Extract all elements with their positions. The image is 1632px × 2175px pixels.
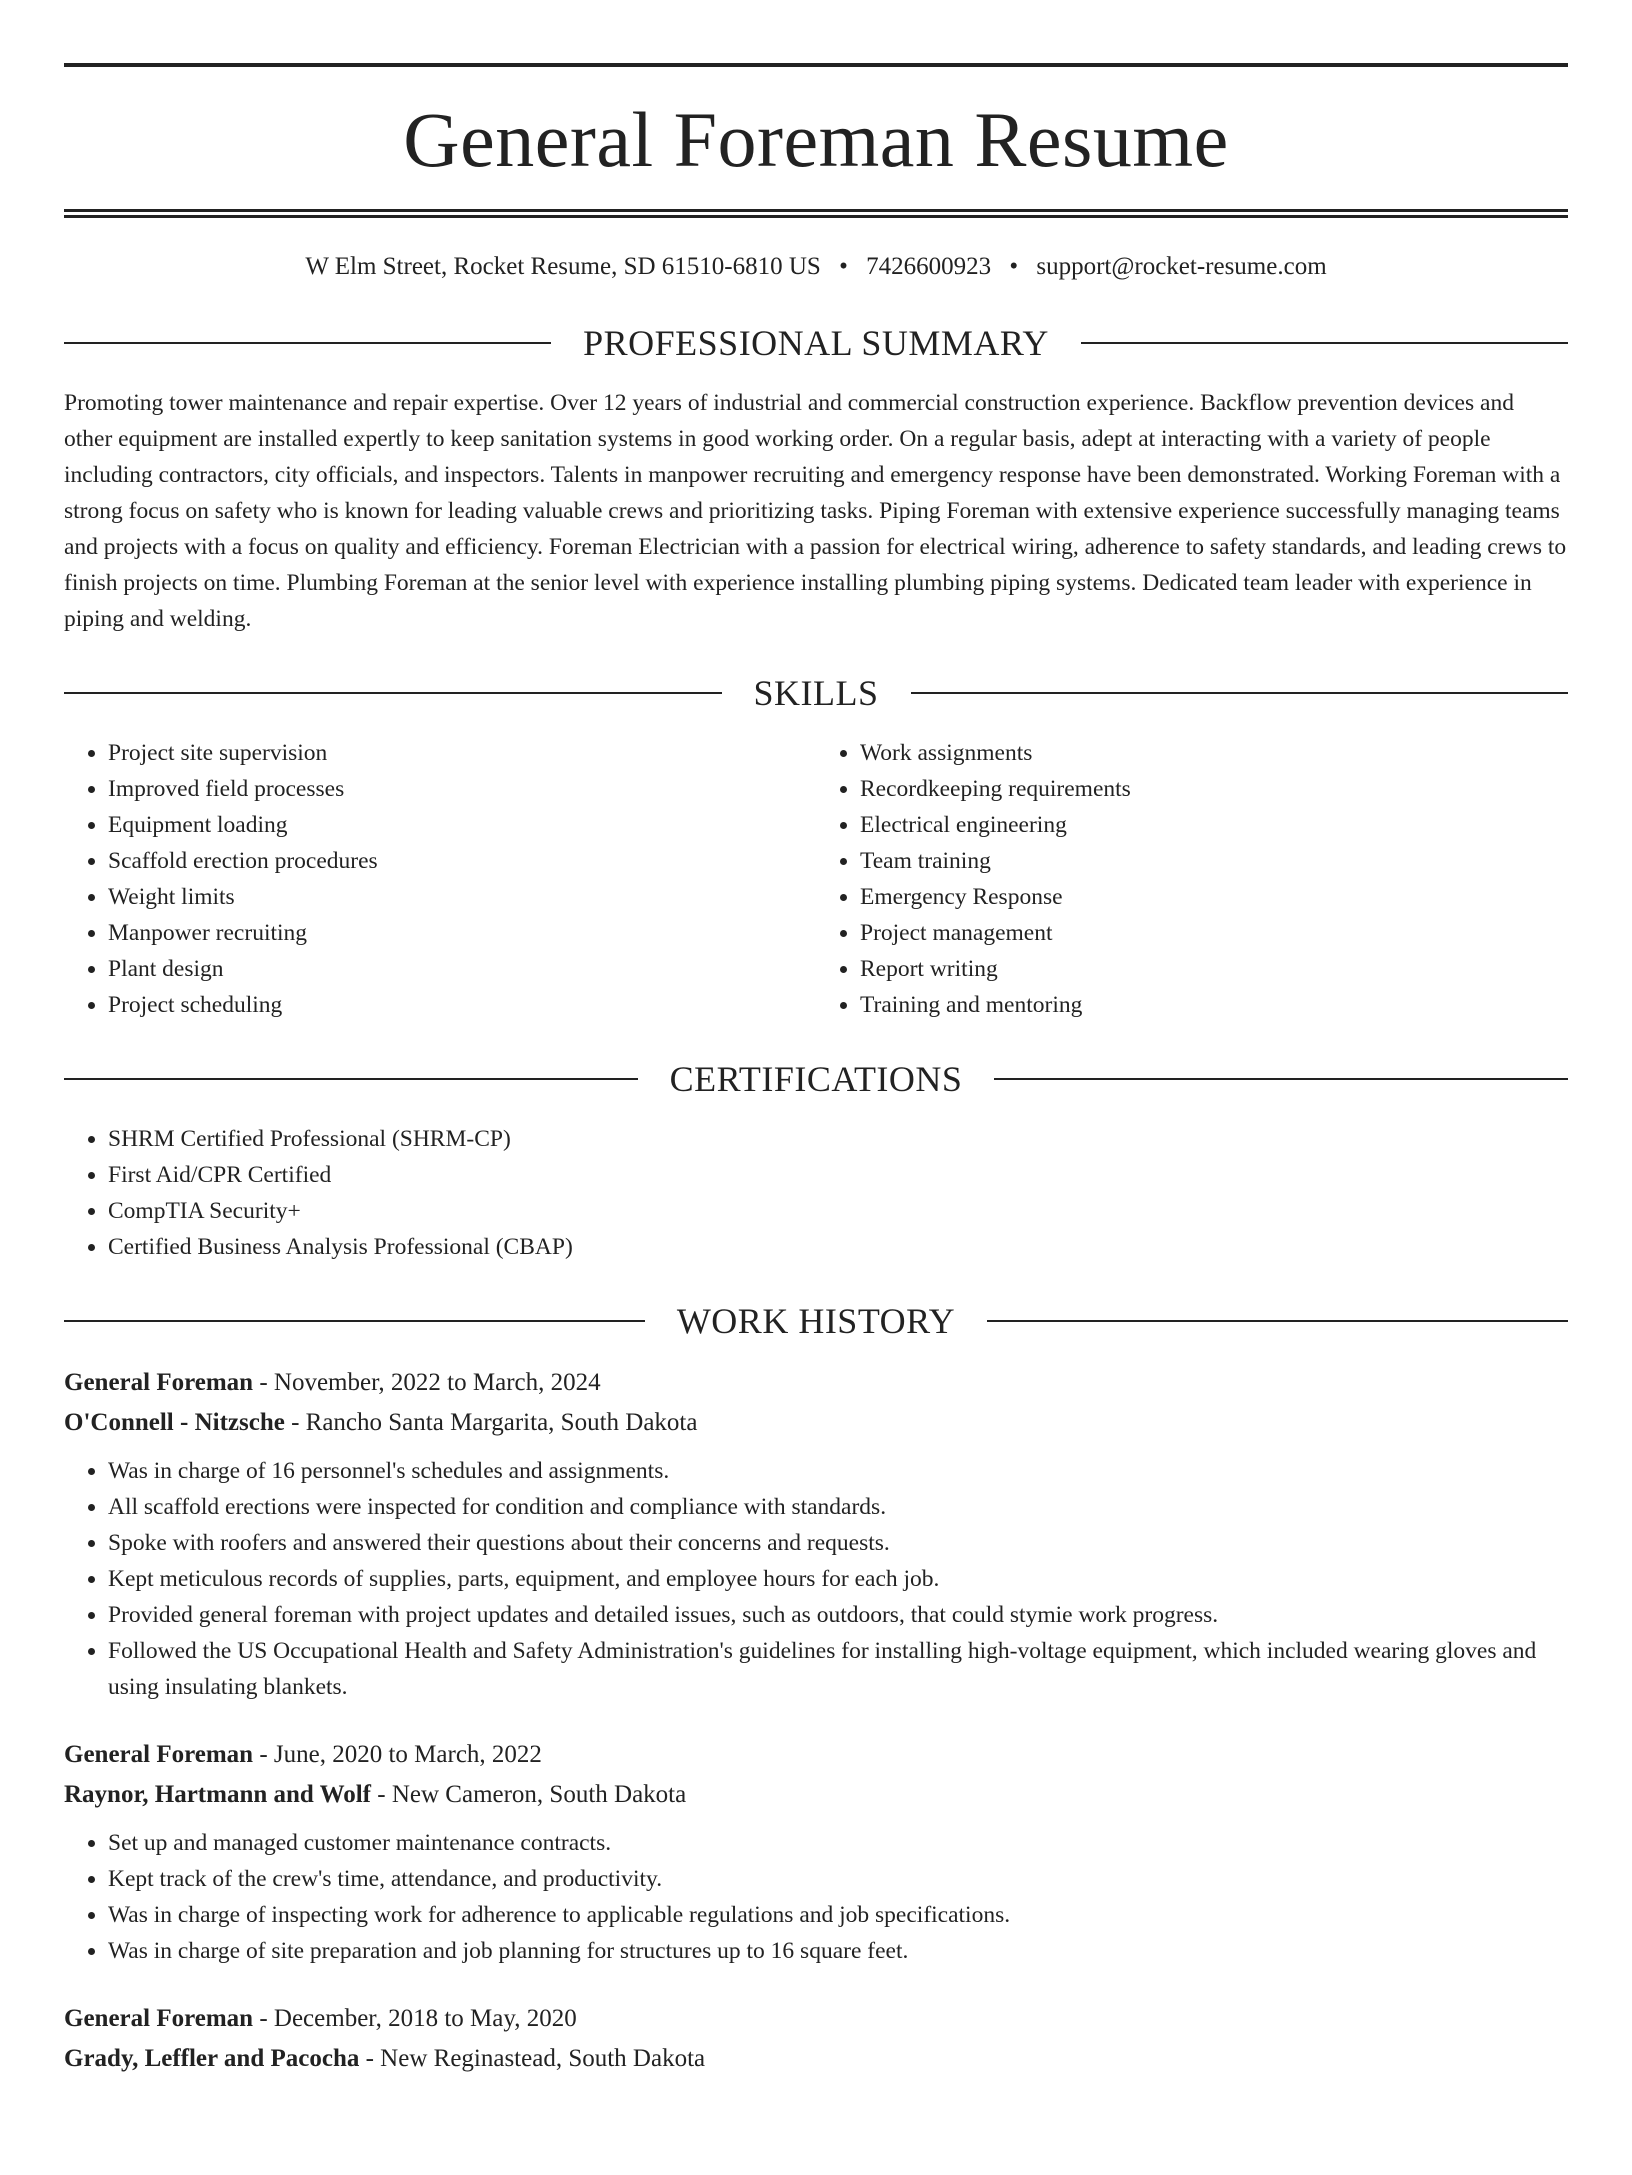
skills-column-left [64, 735, 816, 1023]
job-duty-item: • All scaffold erections were inspected for condition and compliance with standards. [108, 1489, 1568, 1525]
job-title: General Foreman [64, 1369, 254, 1396]
job-duty-item: • Was in charge of 16 personnel's schedules and assignments. [108, 1453, 1568, 1489]
certifications-heading: CERTIFICATIONS [669, 1059, 963, 1099]
resume-title: General Foreman Resume [403, 96, 1229, 183]
skill-item: • Weight limits [108, 879, 816, 915]
heading-rule-right [911, 692, 1569, 694]
title-double-divider [64, 209, 1568, 218]
skill-item: • Emergency Response [860, 879, 1568, 915]
skill-item: • Recordkeeping requirements [860, 771, 1568, 807]
job-duty-item: • Spoke with roofers and answered their questions about their concerns and requests. [108, 1525, 1568, 1561]
contact-address: W Elm Street, Rocket Resume, SD 61510-6810 US [305, 253, 821, 280]
work-history-section-heading [64, 1303, 1568, 1339]
job-company-line [64, 2039, 1568, 2079]
heading-rule-left [64, 1320, 645, 1322]
job-entry [64, 1735, 1568, 1969]
certification-item: • Certified Business Analysis Professional (CBAP) [108, 1229, 1568, 1265]
job-company: O'Connell - Nitzsche [64, 1409, 285, 1436]
work-history-heading: WORK HISTORY [676, 1301, 956, 1341]
contact-email: support@rocket-resume.com [1036, 253, 1327, 280]
job-dates: - December, 2018 to May, 2020 [253, 2005, 577, 2032]
skill-item: • Project site supervision [108, 735, 816, 771]
job-duties-list [64, 1825, 1568, 1969]
job-location: - Rancho Santa Margarita, South Dakota [284, 1409, 698, 1436]
skills-section-heading [64, 675, 1568, 711]
skill-item: • Project scheduling [108, 987, 816, 1023]
certifications-list [64, 1121, 1568, 1265]
heading-rule-right [1081, 342, 1568, 344]
job-duties-list [64, 1453, 1568, 1705]
job-duty-item: • Was in charge of inspecting work for adherence to applicable regulations and job specifications. [108, 1897, 1568, 1933]
job-title-line [64, 1999, 1568, 2039]
job-duty-item: • Was in charge of site preparation and job planning for structures up to 16 square feet. [108, 1933, 1568, 1969]
contact-separator: • [1009, 253, 1019, 280]
job-entry [64, 1999, 1568, 2079]
skill-item: • Improved field processes [108, 771, 816, 807]
job-title-line [64, 1363, 1568, 1403]
skill-item: • Report writing [860, 951, 1568, 987]
job-location: - New Reginastead, South Dakota [359, 2045, 706, 2072]
job-title: General Foreman [64, 2005, 254, 2032]
job-company: Grady, Leffler and Pacocha [64, 2045, 360, 2072]
heading-rule-right [987, 1320, 1568, 1322]
job-duty-item: • Provided general foreman with project updates and detailed issues, such as outdoors, that could stymie work progress. [108, 1597, 1568, 1633]
job-duty-item: • Followed the US Occupational Health and Safety Administration's guidelines for installing high-voltage equipment, which included wearing gloves and using insulating blankets. [108, 1633, 1568, 1705]
job-entry [64, 1363, 1568, 1705]
top-divider [64, 63, 1568, 67]
skills-list [64, 735, 1568, 1023]
heading-rule-left [64, 1078, 638, 1080]
job-duty-item: • Kept track of the crew's time, attendance, and productivity. [108, 1861, 1568, 1897]
contact-phone: 7426600923 [866, 253, 992, 280]
job-location: - New Cameron, South Dakota [371, 1781, 687, 1808]
job-company-line [64, 1775, 1568, 1815]
resume-page [0, 63, 1632, 2175]
skill-item: • Plant design [108, 951, 816, 987]
skill-item: • Project management [860, 915, 1568, 951]
heading-rule-left [64, 342, 551, 344]
summary-heading: PROFESSIONAL SUMMARY [583, 323, 1049, 363]
skill-item: • Equipment loading [108, 807, 816, 843]
job-dates: - November, 2022 to March, 2024 [253, 1369, 601, 1396]
skill-item: • Team training [860, 843, 1568, 879]
job-company: Raynor, Hartmann and Wolf [64, 1781, 372, 1808]
certification-item: • CompTIA Security+ [108, 1193, 1568, 1229]
skill-item: • Manpower recruiting [108, 915, 816, 951]
skills-column-right [816, 735, 1568, 1023]
skill-item: • Training and mentoring [860, 987, 1568, 1023]
job-title: General Foreman [64, 1741, 254, 1768]
job-dates: - June, 2020 to March, 2022 [253, 1741, 542, 1768]
heading-rule-left [64, 692, 722, 694]
contact-line [64, 254, 1568, 279]
job-title-line [64, 1735, 1568, 1775]
skill-item: • Work assignments [860, 735, 1568, 771]
certifications-section-heading [64, 1061, 1568, 1097]
skill-item: • Scaffold erection procedures [108, 843, 816, 879]
heading-rule-right [994, 1078, 1568, 1080]
job-company-line [64, 1403, 1568, 1443]
job-duty-item: • Set up and managed customer maintenance contracts. [108, 1825, 1568, 1861]
summary-section-heading [64, 325, 1568, 361]
skill-item: • Electrical engineering [860, 807, 1568, 843]
contact-separator: • [839, 253, 848, 280]
job-duty-item: • Kept meticulous records of supplies, parts, equipment, and employee hours for each job. [108, 1561, 1568, 1597]
skills-heading: SKILLS [753, 673, 879, 713]
certification-item: • First Aid/CPR Certified [108, 1157, 1568, 1193]
summary-text: Promoting tower maintenance and repair expertise. Over 12 years of industrial and commercial construction experience. Backflow prevention devices and other equipment are installed expertly to keep sanitation systems in good working order. On a regular basis, adept at interacting with a variety of people including contractors, city officials, and inspectors. Talents in manpower recruiting and emergency response have been demonstrated. Working Foreman with a strong focus on safety who is known for leading valuable crews and prioritizing tasks. Piping Foreman with extensive experience successfully managing teams and projects with a focus on quality and efficiency. Foreman Electrician with a passion for electrical wiring, adherence to safety standards, and leading crews to finish projects on time. Plumbing Foreman at the senior level with experience installing plumbing piping systems. Dedicated team leader with experience in piping and welding. [64, 390, 1567, 632]
certification-item: • SHRM Certified Professional (SHRM-CP) [108, 1121, 1568, 1157]
